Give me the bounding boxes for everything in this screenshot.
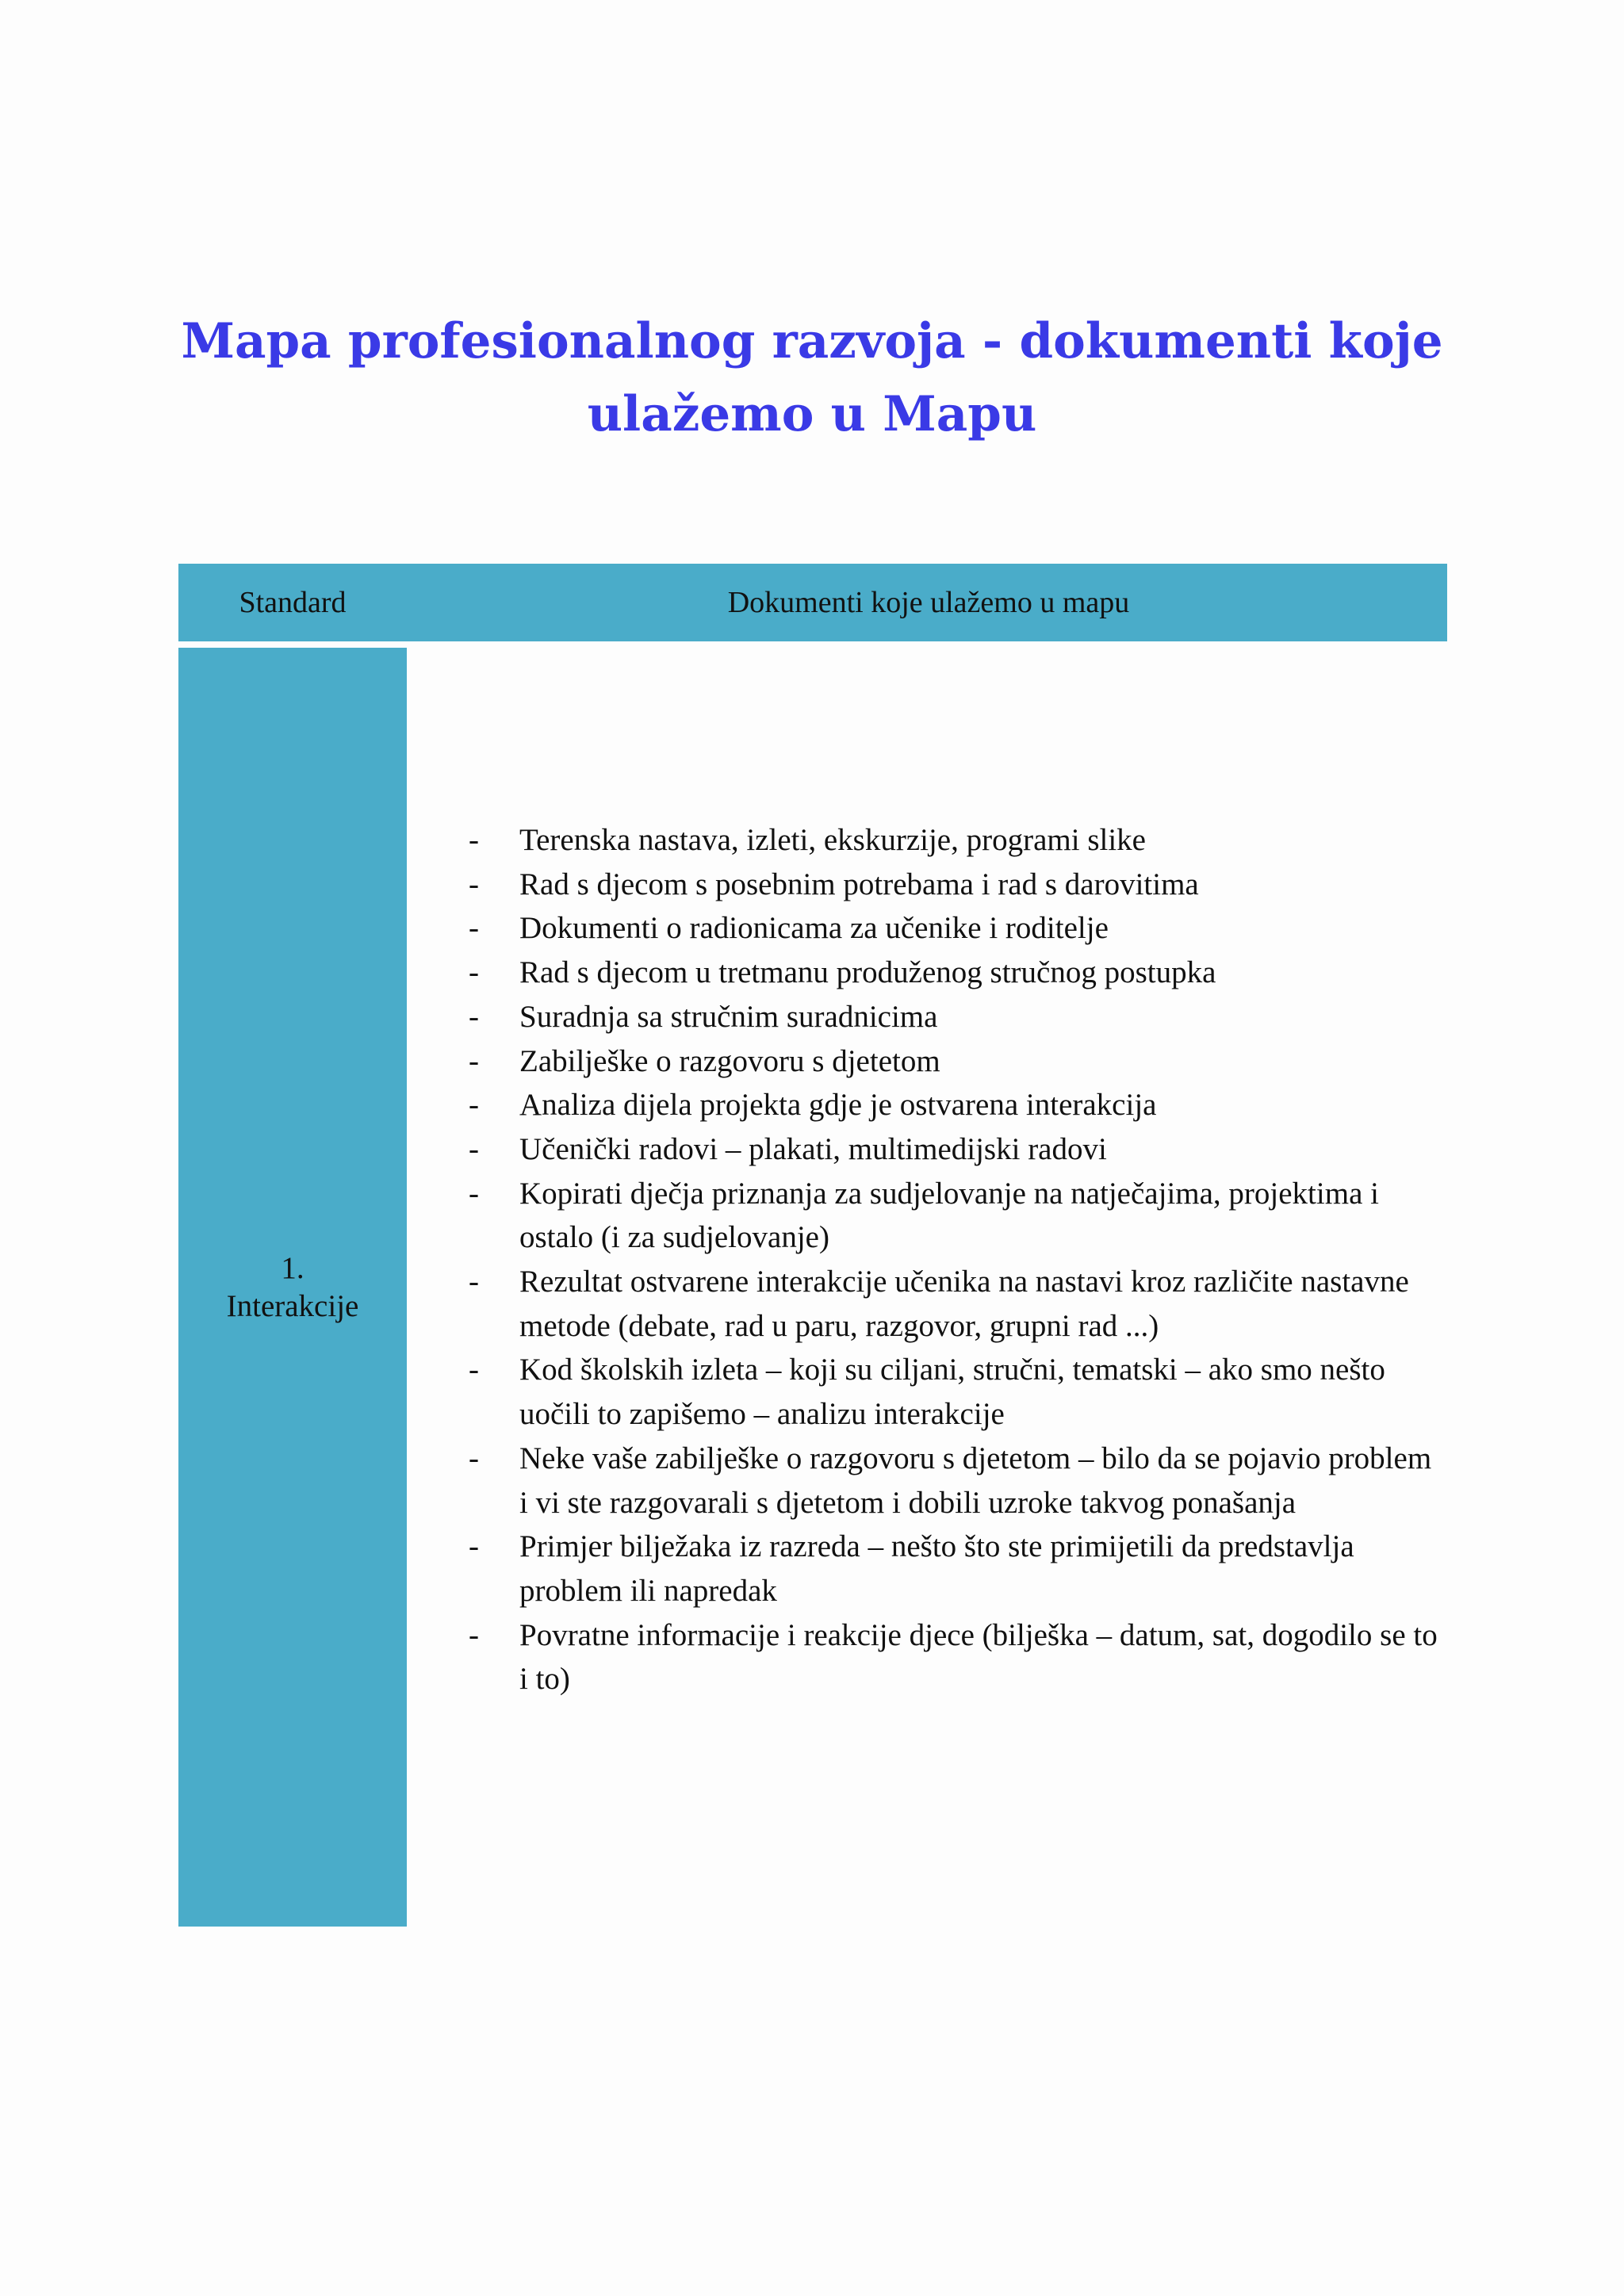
bullet-dash: -	[469, 911, 479, 946]
list-item-text: Neke vaše zabilješke o razgovoru s djetetom – bilo da se pojavio problem i vi ste razgovarali s djetetom i dobili uzroke takvog ponašanja	[519, 1441, 1432, 1520]
bullet-dash: -	[469, 1176, 479, 1211]
bullet-dash: -	[469, 823, 479, 857]
bullet-dash: -	[469, 1043, 479, 1078]
list-item	[469, 951, 1444, 995]
standard-number: 1.	[281, 1250, 304, 1285]
bullet-dash: -	[469, 1441, 479, 1475]
list-item-text: Dokumenti o radionicama za učenike i roditelje	[519, 911, 1109, 946]
list-item	[469, 1039, 1444, 1084]
page-title	[127, 305, 1497, 451]
list-item-text: Analiza dijela projekta gdje je ostvarena interakcija	[519, 1088, 1157, 1123]
bullet-dash: -	[469, 1265, 479, 1299]
standard-name: Interakcije	[226, 1288, 359, 1323]
list-item	[469, 1613, 1444, 1701]
list-item-text: Rad s djecom u tretmanu produženog stručnog postupka	[519, 955, 1216, 990]
list-item	[469, 1083, 1444, 1127]
list-item	[469, 1127, 1444, 1172]
header-documents: Dokumenti koje ulažemo u mapu	[727, 586, 1130, 619]
bullet-dash: -	[469, 1088, 479, 1123]
list-item	[469, 995, 1444, 1039]
list-item	[469, 1260, 1444, 1348]
bullet-dash: -	[469, 1353, 479, 1387]
list-item-text: Učenički radovi – plakati, multimedijski radovi	[519, 1131, 1107, 1166]
bullet-dash: -	[469, 867, 479, 901]
bullet-dash: -	[469, 1617, 479, 1652]
list-item	[469, 1348, 1444, 1436]
table-header-row	[178, 564, 1447, 641]
standard-label	[227, 1249, 359, 1326]
list-item-text: Primjer bilježaka iz razreda – nešto što ste primijetili da predstavlja problem ili napredak	[519, 1529, 1354, 1608]
list-item-text: Kod školskih izleta – koji su ciljani, stručni, tematski – ako smo nešto uočili to zapišemo – analizu interakcije	[519, 1353, 1385, 1432]
page-title-line-2: ulažemo u Mapu	[587, 386, 1037, 442]
bullet-dash: -	[469, 955, 479, 990]
header-standard: Standard	[239, 586, 347, 619]
list-item-text: Terenska nastava, izleti, ekskurzije, programi slike	[519, 823, 1146, 857]
list-item-text: Suradnja sa stručnim suradnicima	[519, 999, 938, 1034]
documents-list	[469, 818, 1444, 1701]
bullet-dash: -	[469, 999, 479, 1034]
list-item	[469, 863, 1444, 907]
page-title-line-1: Mapa profesionalnog razvoja - dokumenti koje	[181, 313, 1443, 369]
list-item	[469, 1525, 1444, 1613]
list-item	[469, 818, 1444, 863]
standard-cell	[178, 648, 407, 1927]
list-item	[469, 1437, 1444, 1525]
list-item-text: Rad s djecom s posebnim potrebama i rad s darovitima	[519, 867, 1199, 901]
list-item-text: Kopirati dječja priznanja za sudjelovanje na natječajima, projektima i ostalo (i za sudjelovanje)	[519, 1176, 1379, 1255]
list-item-text: Zabilješke o razgovoru s djetetom	[519, 1043, 940, 1078]
bullet-dash: -	[469, 1131, 479, 1166]
list-item-text: Rezultat ostvarene interakcije učenika na nastavi kroz različite nastavne metode (debate, rad u paru, razgovor, grupni rad ...)	[519, 1265, 1409, 1343]
bullet-dash: -	[469, 1529, 479, 1564]
list-item	[469, 906, 1444, 951]
list-item-text: Povratne informacije i reakcije djece (bilješka – datum, sat, dogodilo se to i to)	[519, 1617, 1438, 1697]
list-item	[469, 1172, 1444, 1260]
